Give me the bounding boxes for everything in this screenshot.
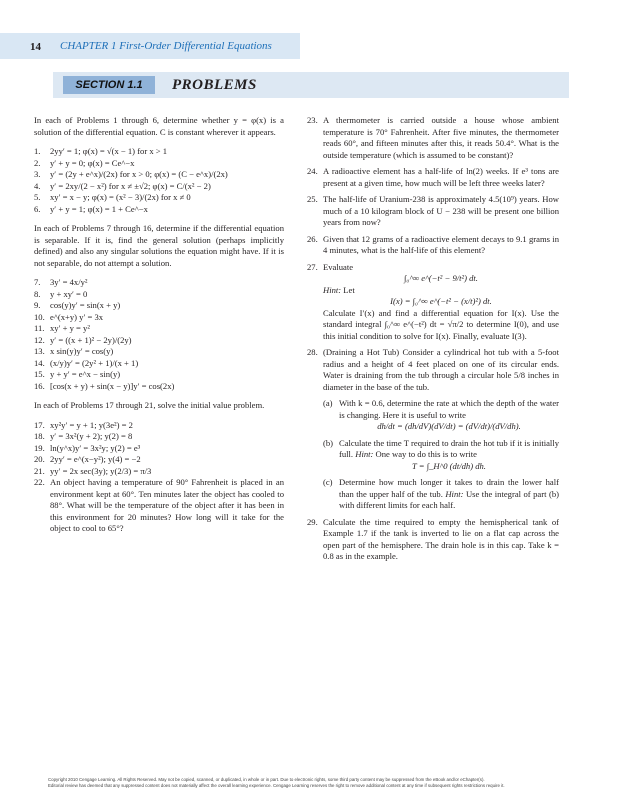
problem-17 (34, 420, 284, 432)
hint-text: Let (343, 284, 355, 295)
problem-text: (x/y)y′ = (2y² + 1)/(x + 1) (50, 357, 139, 368)
part-label: (c) (323, 477, 333, 487)
problem-text: 2yy′ = 1; φ(x) = √(x − 1) for x > 1 (50, 146, 168, 156)
problem-text: 3y′ = 4x/y² (50, 277, 88, 287)
part-text: Calculate the time T required to drain the hot tub if it is initially full. (339, 437, 559, 459)
problem-1 (34, 146, 284, 158)
instructions-7-16: In each of Problems 7 through 16, determine if the differential equation is separable. If it is, find the general solution (perhaps implicitly defined) and also any singular solutions the equation might have. If it is not separable, do not attempt a solution. (34, 223, 284, 268)
chapter-title: CHAPTER 1 First-Order Differential Equations (60, 40, 272, 52)
problem-number: 8. (34, 288, 41, 299)
problem-3 (34, 169, 284, 181)
problem-number: 3. (34, 169, 41, 179)
problem-9 (34, 300, 284, 312)
problem-text: xy²y′ = y + 1; y(3e²) = 2 (50, 419, 133, 430)
copyright-line-1: Copyright 2010 Cengage Learning. All Rights Reserved. May not be copied, scanned, or duplicated, in whole or in part. Due to electronic rights, some third party content may be suppressed from the eBook and/or eChapter(s). (48, 777, 485, 782)
problem-number: 19. (34, 442, 45, 453)
problem-text: (Draining a Hot Tub) Consider a cylindrical hot tub with a 5-foot radius and a height of 4 feet placed on one of its circular ends. Water is draining from the tub through a circular hole 5/8 inches in diameter in the base of the tub. (323, 347, 559, 392)
problem-text: Evaluate (323, 261, 354, 272)
equation-chain-rule: dh/dt = (dh/dV)(dV/dt) = (dV/dt)/(dV/dh). (377, 421, 521, 431)
problem-28-part-a (323, 398, 559, 433)
problem-14 (34, 358, 284, 370)
problem-23 (307, 115, 559, 161)
right-column (307, 115, 559, 563)
problem-number: 24. (307, 166, 318, 176)
problem-26 (307, 234, 559, 257)
problem-2 (34, 158, 284, 170)
problem-13 (34, 346, 284, 358)
problem-number: 15. (34, 369, 45, 379)
problem-number: 6. (34, 203, 41, 214)
problem-number: 7. (34, 277, 41, 287)
hint-label: Hint: (355, 449, 374, 459)
problem-29 (307, 517, 559, 563)
problem-text: y + xy′ = 0 (50, 288, 88, 299)
problem-text: [cos(x + y) + sin(x − y)]y′ = cos(2x) (50, 380, 175, 391)
hint-text: One way to do this is to write (375, 449, 477, 459)
part-text: With k = 0.6, determine the rate at which the depth of the water is changing. Here it is useful to write (339, 398, 559, 420)
problem-text: 2yy′ = e^(x−y²); y(4) = −2 (50, 454, 141, 464)
problem-number: 21. (34, 465, 45, 476)
problem-24 (307, 166, 559, 189)
problem-10 (34, 312, 284, 324)
problem-text: Calculate the time required to empty the hemispherical tank of Example 1.7 if the tank is inverted to lie on a flat cap across the open part of the hemisphere. The drain hole is in this cap. Take k = 0.8 as in the example. (323, 516, 559, 561)
problem-text: ln(y^x)y′ = 3x²y; y(2) = e³ (50, 442, 141, 453)
problem-8 (34, 289, 284, 301)
instructions-17-21: In each of Problems 17 through 21, solve the initial value problem. (34, 400, 265, 410)
problem-11 (34, 323, 284, 335)
problem-25 (307, 194, 559, 229)
problem-21 (34, 466, 284, 478)
problem-text: y′ = (2y + e^x)/(2x) for x > 0; φ(x) = (C − e^x)/(2x) (50, 169, 228, 179)
problem-12 (34, 335, 284, 347)
problem-28-part-b (323, 438, 559, 473)
page-number: 14 (30, 41, 41, 53)
part-label: (a) (323, 398, 333, 408)
problem-list-7-16 (34, 277, 284, 392)
section-label: SECTION 1.1 (63, 76, 155, 94)
problem-18 (34, 431, 284, 443)
problem-28-part-c (323, 477, 559, 512)
problem-text: A thermometer is carried outside a house whose ambient temperature is 70° Fahrenheit. After five minutes, the thermometer reads 60°, and fifteen minutes after this, it reads 50.4°. What is the outside temperature (which is assumed to be constant)? (323, 115, 559, 160)
problem-number: 2. (34, 157, 41, 168)
part-label: (b) (323, 437, 334, 448)
problem-list-1-6 (34, 146, 284, 215)
problem-number: 4. (34, 180, 41, 191)
problem-text: Given that 12 grams of a radioactive element decays to 9.1 grams in 4 minutes, what is the half-life of this element? (323, 233, 559, 255)
problem-text: xy′ + y = y² (50, 323, 90, 333)
instructions-1-6: In each of Problems 1 through 6, determine whether y = φ(x) is a solution of the differential equation. C is constant wherever it appears. (34, 115, 284, 137)
problem-text: x sin(y)y′ = cos(y) (50, 346, 114, 356)
problem-text: cos(y)y′ = sin(x + y) (50, 300, 121, 310)
hint-label: Hint: (445, 488, 464, 499)
problem-number: 5. (34, 192, 41, 202)
problem-number: 11. (34, 323, 45, 333)
problem-22 (34, 477, 284, 535)
problem-number: 18. (34, 431, 45, 441)
problem-28 (307, 347, 559, 512)
problem-4 (34, 181, 284, 193)
problem-number: 12. (34, 334, 45, 345)
hint-label: Hint: (323, 284, 342, 295)
left-column (34, 115, 284, 535)
problem-text: xy′ = x − y; φ(x) = (x² − 3)/(2x) for x ≠ 0 (50, 192, 191, 202)
problem-number: 14. (34, 357, 45, 368)
problem-text: An object having a temperature of 90° Fahrenheit is placed in an environment kept at 60°. Ten minutes later the object has cooled to 88°. What will be the temperature of the object after it has been in this environment for 20 minutes? How long will it take for the object to cool to 65°? (50, 477, 284, 533)
problem-text: y′ + y = 1; φ(x) = 1 + Ce^−x (50, 203, 148, 214)
problem-16 (34, 381, 284, 393)
problem-number: 23. (307, 115, 318, 125)
copyright-footer (48, 777, 588, 789)
problem-number: 26. (307, 233, 318, 244)
problem-text: y′ = 2xy/(2 − x²) for x ≠ ±√2; φ(x) = C/(x² − 2) (50, 180, 211, 191)
part-text: Determine how much longer it takes to drain the lower half than the upper half of the tub. (339, 477, 559, 499)
problem-number: 27. (307, 261, 318, 272)
problem-text: yy′ = 2x sec(3y); y(2/3) = π/3 (50, 465, 152, 476)
equation-drain-time: T = ∫_H^0 (dt/dh) dh. (412, 460, 486, 471)
problem-number: 10. (34, 311, 45, 322)
problem-number: 28. (307, 347, 318, 357)
equation-integral: ∫₀^∞ e^(−t² − 9/t²) dt. (404, 273, 478, 283)
problem-number: 17. (34, 419, 45, 430)
problem-text: e^(x+y) y′ = 3x (50, 311, 104, 322)
problem-number: 13. (34, 346, 45, 356)
hint-text: Use the integral of part (b) with different limits for each half. (339, 488, 559, 510)
problem-text: A radioactive element has a half-life of ln(2) weeks. If e³ tons are present at a given time, how much will be left three weeks later? (323, 166, 559, 188)
problem-15 (34, 369, 284, 381)
problem-number: 29. (307, 516, 318, 527)
problem-body: Calculate I′(x) and find a differential equation for I(x). Use the standard integral ∫₀^∞ e^(−t²) dt = √π/2 to determine I(0), and use this initial condition to solve for I(x). Finally, evaluate I(3). (323, 307, 559, 341)
problem-number: 9. (34, 300, 41, 310)
copyright-line-2: Editorial review has deemed that any suppressed content does not materially affect the overall learning experience. Cengage Learning reserves the right to remove additional content at any time if subsequent rights restrictions require it. (48, 783, 505, 788)
problem-27 (307, 262, 559, 343)
equation-definition: I(x) = ∫₀^∞ e^(−t² − (x/t)²) dt. (390, 296, 492, 306)
problem-number: 1. (34, 146, 41, 156)
problem-text: The half-life of Uranium-238 is approximately 4.5(10⁹) years. How much of a 10 kilogram block of U − 238 will be present one billion years from now? (323, 194, 559, 227)
problem-text: y′ + y = 0; φ(x) = Ce^−x (50, 157, 135, 168)
problem-7 (34, 277, 284, 289)
problem-number: 25. (307, 194, 318, 204)
problem-number: 20. (34, 454, 45, 464)
problem-text: y + y′ = e^x − sin(y) (50, 369, 121, 379)
problem-number: 22. (34, 477, 45, 487)
section-title: PROBLEMS (172, 77, 257, 93)
problem-text: y′ = ((x + 1)² − 2y)/(2y) (50, 334, 132, 345)
problem-6 (34, 204, 284, 216)
problem-5 (34, 192, 284, 204)
problem-number: 16. (34, 380, 45, 391)
problem-20 (34, 454, 284, 466)
problem-text: y′ = 3x²(y + 2); y(2) = 8 (50, 431, 133, 441)
problem-19 (34, 443, 284, 455)
problem-list-17-22 (34, 420, 284, 535)
